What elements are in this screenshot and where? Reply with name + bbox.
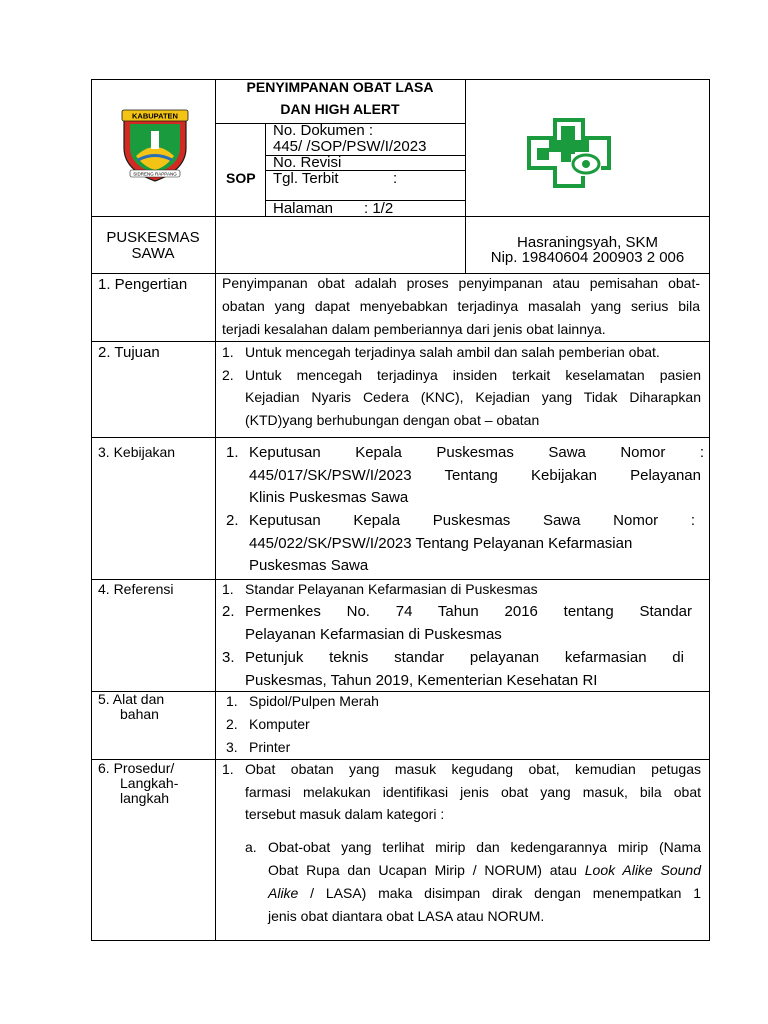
org-name-line1: PUSKESMAS xyxy=(106,229,200,246)
pengertian-line: terjadi kesalahan dalam pemberiannya dari jenis obat lainnya. xyxy=(222,321,606,337)
section-label-alat-line2: bahan xyxy=(120,706,159,722)
issue-date-label: Tgl. Terbit xyxy=(273,170,339,187)
prosedur-step-line: farmasi melakukan identifikasi jenis obat yang masuk, bila obat xyxy=(245,784,701,800)
sublist-letter: a. xyxy=(245,839,257,855)
regency-logo-text-bottom: SIDRENG RAPPANG xyxy=(133,171,177,177)
kebijakan-item-line: Keputusan Kepala Puskesmas Sawa Nomor : xyxy=(249,512,695,529)
prosedur-sub-italic: Look Alike Sound xyxy=(584,862,701,878)
list-number: 3. xyxy=(222,649,235,666)
doc-title-line2: DAN HIGH ALERT xyxy=(280,101,400,117)
signer-nip: Nip. 19840604 200903 2 006 xyxy=(490,249,685,266)
tujuan-item-line: Untuk mencegah terjadinya salah ambil dan salah pemberian obat. xyxy=(245,344,660,360)
section-label-pengertian: 1. Pengertian xyxy=(98,276,188,293)
org-name-line2: SAWA xyxy=(131,245,175,262)
page-value: : 1/2 xyxy=(364,200,394,217)
prosedur-sub-line: jenis obat diantara obat LASA atau NORUM. xyxy=(268,908,545,924)
kebijakan-item-line: Puskesmas Sawa xyxy=(249,557,369,574)
kebijakan-item-line: 445/022/SK/PSW/I/2023 Tentang Pelayanan Kefarmasian xyxy=(249,535,633,552)
regency-logo xyxy=(116,104,194,184)
referensi-item-line: Puskesmas, Tahun 2019, Kementerian Kesehatan RI xyxy=(245,672,598,689)
doc-number-label: No. Dokumen : xyxy=(273,122,374,139)
section-label-prosedur: 6. Prosedur/ xyxy=(98,760,175,776)
doc-number-value: 445/ /SOP/PSW/I/2023 xyxy=(273,138,427,155)
alat-item: Komputer xyxy=(249,716,310,732)
tujuan-item-line: Untuk mencegah terjadinya insiden terkait keselamatan pasien xyxy=(245,367,701,383)
section-label-tujuan: 2. Tujuan xyxy=(98,344,160,361)
referensi-item-line: Pelayanan Kefarmasian di Puskesmas xyxy=(245,626,502,643)
alat-item: Printer xyxy=(249,739,291,755)
prosedur-sub-text: Obat Rupa dan Ucapan Mirip / NORUM) atau xyxy=(268,862,585,878)
pengertian-line: Penyimpanan obat adalah proses penyimpanan atau pemisahan obat- xyxy=(222,275,700,291)
kebijakan-item-line: 445/017/SK/PSW/I/2023 Tentang Kebijakan Pelayanan xyxy=(249,467,701,484)
prosedur-sub-line xyxy=(268,882,701,905)
prosedur-step-line: Obat obatan yang masuk kegudang obat, kemudian petugas xyxy=(245,761,701,777)
prosedur-step-line: tersebut masuk dalam kategori : xyxy=(245,806,445,822)
prosedur-sub-italic: Alike xyxy=(268,885,299,901)
sop-label: SOP xyxy=(226,170,256,186)
kebijakan-item-line: Klinis Puskesmas Sawa xyxy=(249,489,409,506)
prosedur-sub-line: Obat-obat yang terlihat mirip dan kedengarannya mirip (Nama xyxy=(268,839,701,855)
issue-date-colon: : xyxy=(393,170,398,187)
tujuan-item-line: (KTD)yang berhubungan dengan obat – obatan xyxy=(245,412,540,428)
prosedur-sub-text: / LASA) maka disimpan dirak dengan menempatkan 1 xyxy=(298,885,701,901)
section-label-prosedur-line2: Langkah- xyxy=(120,775,179,791)
regency-logo-text-top: KABUPATEN xyxy=(132,111,178,121)
list-number: 1. xyxy=(222,344,234,360)
alat-item: Spidol/Pulpen Merah xyxy=(249,693,379,709)
revision-label: No. Revisi xyxy=(273,154,342,171)
list-number: 2. xyxy=(222,603,235,620)
section-label-kebijakan: 3. Kebijakan xyxy=(98,444,176,460)
referensi-item-line: Petunjuk teknis standar pelayanan kefarmasian di xyxy=(245,649,684,666)
list-number: 2. xyxy=(222,367,234,383)
list-number: 1. xyxy=(226,444,239,461)
list-number: 1. xyxy=(226,693,238,709)
prosedur-sub-line xyxy=(268,859,701,882)
puskesmas-logo xyxy=(527,118,611,188)
doc-title-line1: PENYIMPANAN OBAT LASA xyxy=(246,79,434,95)
list-number: 3. xyxy=(226,739,238,755)
pengertian-line: obatan yang dapat menyebabkan terjadinya masalah yang serius bila xyxy=(222,298,700,314)
referensi-item-line: Standar Pelayanan Kefarmasian di Puskesmas xyxy=(245,581,538,597)
signer-name: Hasraningsyah, SKM xyxy=(517,234,658,251)
page-label: Halaman xyxy=(273,200,334,217)
list-number: 2. xyxy=(226,716,238,732)
list-number: 1. xyxy=(222,581,234,597)
section-label-prosedur-line3: langkah xyxy=(120,790,170,806)
referensi-item-line: Permenkes No. 74 Tahun 2016 tentang Standar xyxy=(245,603,692,620)
tujuan-item-line: Kejadian Nyaris Cedera (KNC), Kejadian yang Tidak Diharapkan xyxy=(245,389,701,405)
kebijakan-item-line: Keputusan Kepala Puskesmas Sawa Nomor : xyxy=(249,444,704,461)
list-number: 2. xyxy=(226,512,239,529)
list-number: 1. xyxy=(222,761,234,777)
section-label-referensi: 4. Referensi xyxy=(98,581,174,597)
section-label-alat: 5. Alat dan xyxy=(98,691,165,707)
